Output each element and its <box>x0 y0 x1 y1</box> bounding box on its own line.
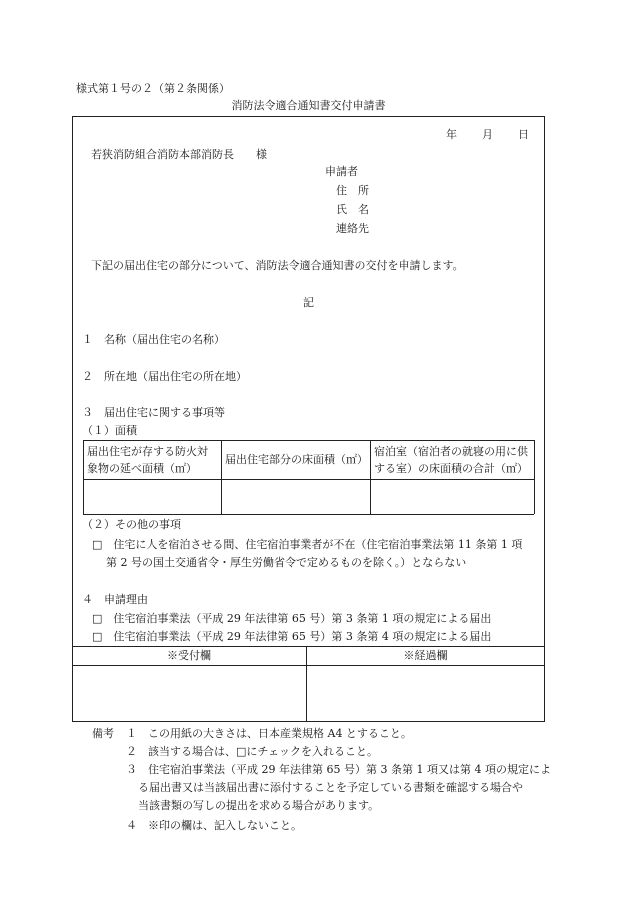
reason-article3-1[interactable]: □ 住宅宿泊事業法（平成 29 年法律第 65 号）第 3 条第 1 項の規定による届出 <box>92 612 492 625</box>
check-absent-line1[interactable]: □ 住宅に人を宿泊させる間、住宅宿泊事業者が不在（住宅宿泊事業法第 11 条第 1 項 <box>92 538 523 551</box>
note-1: １ この用紙の大きさは、日本産業規格 A4 とすること。 <box>126 727 412 740</box>
form-number: 様式第１号の２（第２条関係） <box>76 82 230 95</box>
progress-column: ※経過欄 <box>403 649 448 662</box>
form-title: 消防法令適合通知書交付申請書 <box>231 99 386 112</box>
note-4: ４ ※印の欄は、記入しないこと。 <box>126 819 302 832</box>
reception-column: ※受付欄 <box>167 649 211 662</box>
applicant-label: 申請者 <box>325 165 358 178</box>
sub-other: （２）その他の事項 <box>82 518 181 531</box>
applicant-address: 住 所 <box>336 184 369 197</box>
note-3-line3: 当該書類の写しの提出を求める場合があります。 <box>138 799 380 812</box>
area-col3-line1: 宿泊室（宿泊者の就寝の用に供 <box>374 445 528 458</box>
note-3-line2: る届出書又は当該届出書に添付することを予定している書類を確認する場合や <box>138 781 523 794</box>
item-name: １ 名称（届出住宅の名称） <box>82 333 225 346</box>
check-absent-line2: 第 2 号の国土交通省令・厚生労働省令で定めるものを除く。）とならない <box>106 556 467 569</box>
reason-article3-4[interactable]: □ 住宅宿泊事業法（平成 29 年法律第 65 号）第 3 条第 4 項の規定による届出 <box>92 630 492 643</box>
item-location: ２ 所在地（届出住宅の所在地） <box>82 370 247 383</box>
area-col1-line2: 象物の延べ面積（㎡） <box>87 462 197 475</box>
applicant-contact: 連絡先 <box>336 222 369 235</box>
note-2: ２ 該当する場合は、□にチェックを入れること。 <box>126 745 379 758</box>
sub-area: （１）面積 <box>82 424 137 437</box>
area-col2: 届出住宅部分の床面積（㎡） <box>225 453 368 466</box>
note-3-line1: ３ 住宅宿泊事業法（平成 29 年法律第 65 号）第 3 条第 1 項又は第 4 項の規定によ <box>126 763 551 776</box>
date-year: 年 <box>446 128 457 141</box>
request-text: 下記の届出住宅の部分について、消防法令適合通知書の交付を申請します。 <box>91 259 464 272</box>
applicant-name: 氏 名 <box>336 203 369 216</box>
notes-label: 備考 <box>92 727 114 740</box>
addressee: 若狭消防組合消防本部消防長 様 <box>91 148 267 161</box>
date-day: 日 <box>518 128 529 141</box>
ki-heading: 記 <box>303 296 314 309</box>
area-col3-line2: する室）の床面積の合計（㎡） <box>374 462 528 475</box>
item-reason: ４ 申請理由 <box>82 593 148 606</box>
item-matters: ３ 届出住宅に関する事項等 <box>82 406 225 419</box>
date-month: 月 <box>482 128 493 141</box>
area-col1-line1: 届出住宅が存する防火対 <box>87 445 208 458</box>
